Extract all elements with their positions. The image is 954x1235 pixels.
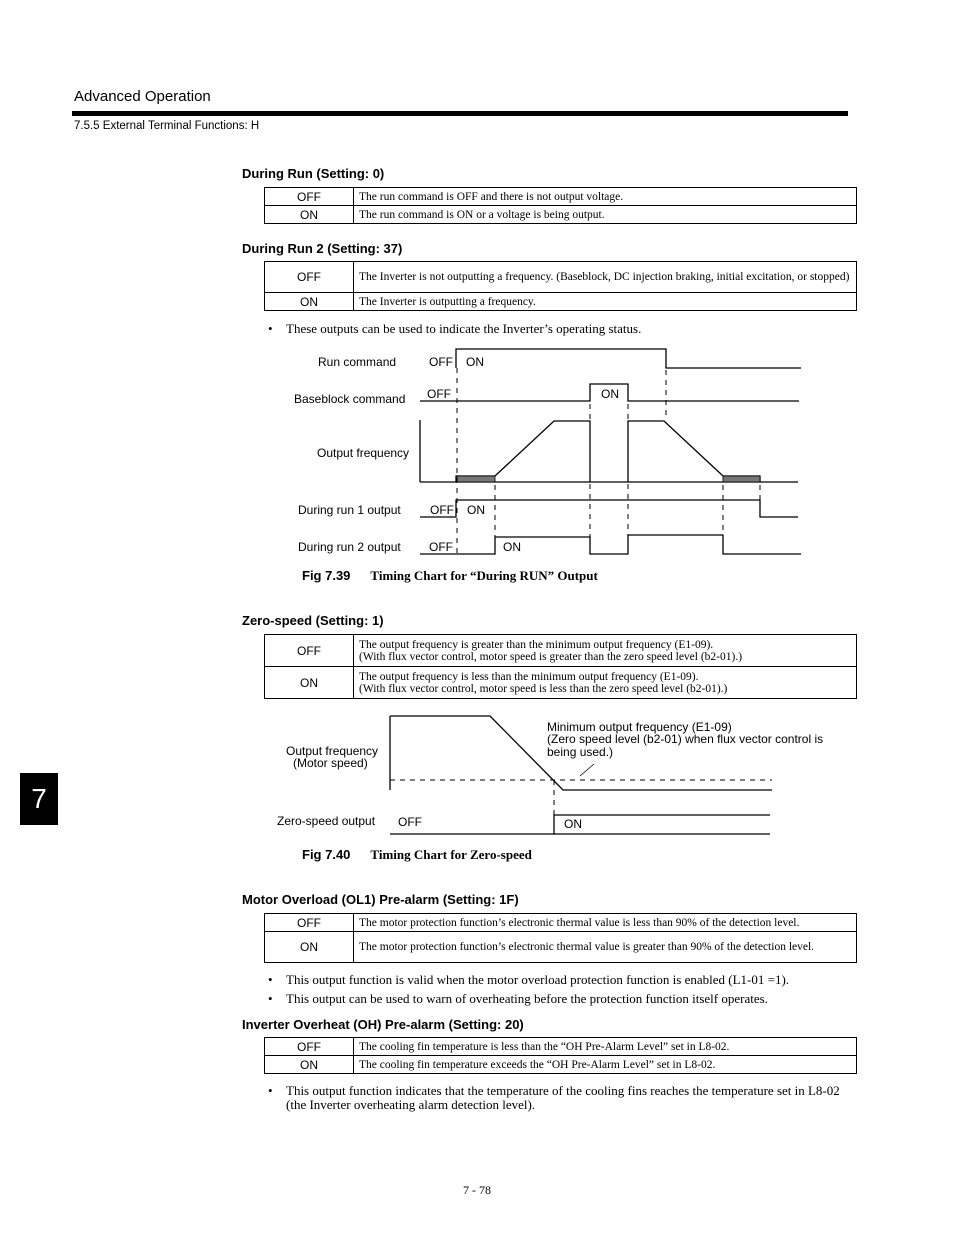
frequency-waveform-1 xyxy=(456,421,590,482)
run-command-signal xyxy=(456,349,801,368)
annotation-line-3: being used.) xyxy=(547,745,614,759)
label-output-frequency: Output frequency xyxy=(317,446,410,460)
state-cell: OFF xyxy=(265,1038,354,1056)
chapter-tab: 7 xyxy=(20,773,58,825)
desc-cell: The output frequency is greater than the minimum output frequency (E1-09). (With flux vector control, motor speed is greater than the zero speed level (b2-01).) xyxy=(354,635,857,667)
bullet-item: • These outputs can be used to indicate the Inverter’s operating status. xyxy=(268,321,642,336)
page-number: 7 - 78 xyxy=(463,1183,491,1197)
bullet-item: • This output function is valid when the motor overload protection function is enabled (L1-01 =1). xyxy=(268,972,790,987)
table-inverter-overheat xyxy=(264,1037,857,1074)
heading-during-run-2: During Run 2 (Setting: 37) xyxy=(242,241,403,256)
desc-cell: The cooling fin temperature is less than the “OH Pre-Alarm Level” set in L8-02. xyxy=(354,1038,857,1056)
table-row xyxy=(265,667,857,699)
label-off: OFF xyxy=(429,355,453,369)
state-cell: OFF xyxy=(265,262,354,293)
label-on: ON xyxy=(503,540,521,554)
label-output-frequency: Output frequency xyxy=(286,744,379,758)
label-run1: During run 1 output xyxy=(298,503,401,517)
desc-cell: The motor protection function’s electronic thermal value is less than 90% of the detection level. xyxy=(354,914,857,932)
desc-cell: The Inverter is outputting a frequency. xyxy=(354,293,857,311)
state-cell: OFF xyxy=(265,188,354,206)
state-cell: ON xyxy=(265,932,354,963)
figure-caption xyxy=(302,568,598,584)
label-on: ON xyxy=(564,817,582,831)
state-cell: OFF xyxy=(265,635,354,667)
desc-cell: The cooling fin temperature exceeds the “OH Pre-Alarm Level” set in L8-02. xyxy=(354,1056,857,1074)
dc-injection-block xyxy=(723,476,760,482)
heading-motor-overload: Motor Overload (OL1) Pre-alarm (Setting: 1F) xyxy=(242,892,519,907)
bullet-item: • This output function indicates that the temperature of the cooling fins reaches the temperature set in L8-02 (the Inverter overheating alarm detection level). xyxy=(268,1083,840,1112)
annotation-line-2: (Zero speed level (b2-01) when flux vector control is xyxy=(547,732,824,746)
state-cell: ON xyxy=(265,667,354,699)
label-run2: During run 2 output xyxy=(298,540,401,554)
label-run-command: Run command xyxy=(318,355,397,369)
table-zero-speed xyxy=(264,634,857,699)
dc-injection-block xyxy=(457,476,495,482)
label-off: OFF xyxy=(430,503,454,517)
run2-signal xyxy=(420,535,801,554)
label-on: ON xyxy=(601,387,619,401)
figure-title: Timing Chart for “During RUN” Output xyxy=(370,568,598,583)
desc-cell: The output frequency is less than the minimum output frequency (E1-09). (With flux vector control, motor speed is less than the zero speed level (b2-01).) xyxy=(354,667,857,699)
label-off: OFF xyxy=(398,815,422,829)
heading-during-run: During Run (Setting: 0) xyxy=(242,166,385,181)
figure-number: Fig 7.39 xyxy=(302,568,351,583)
annotation-pointer xyxy=(580,764,594,776)
desc-cell: The motor protection function’s electronic thermal value is greater than 90% of the detection level. xyxy=(354,932,857,963)
label-baseblock: Baseblock command xyxy=(294,392,406,406)
heading-zero-speed: Zero-speed (Setting: 1) xyxy=(242,613,384,628)
table-row xyxy=(265,635,857,667)
table-row xyxy=(265,914,857,932)
table-motor-overload xyxy=(264,913,857,963)
timing-chart-zero-speed xyxy=(0,700,954,850)
annotation-line-1: Minimum output frequency (E1-09) xyxy=(547,720,732,734)
timing-chart-during-run xyxy=(0,0,954,600)
table-row xyxy=(265,932,857,963)
desc-cell: The run command is ON or a voltage is being output. xyxy=(354,206,857,224)
label-motor-speed: (Motor speed) xyxy=(293,756,368,770)
heading-inverter-overheat: Inverter Overheat (OH) Pre-alarm (Setting: 20) xyxy=(242,1017,524,1032)
frequency-waveform-2 xyxy=(628,421,760,482)
state-cell: ON xyxy=(265,293,354,311)
label-off: OFF xyxy=(429,540,453,554)
label-on: ON xyxy=(466,355,484,369)
desc-cell: The run command is OFF and there is not output voltage. xyxy=(354,188,857,206)
state-cell: ON xyxy=(265,1056,354,1074)
section-title: Advanced Operation xyxy=(74,88,211,105)
label-zero-speed-output: Zero-speed output xyxy=(277,814,376,828)
table-row xyxy=(265,1056,857,1074)
state-cell: ON xyxy=(265,206,354,224)
bullet-item: • This output can be used to warn of overheating before the protection function itself operates. xyxy=(268,991,768,1006)
table-row xyxy=(265,1038,857,1056)
subsection-title: 7.5.5 External Terminal Functions: H xyxy=(74,120,260,132)
label-off: OFF xyxy=(427,387,451,401)
desc-cell: The Inverter is not outputting a frequency. (Baseblock, DC injection braking, initial excitation, or stopped) xyxy=(354,262,857,293)
figure-number: Fig 7.40 xyxy=(302,847,351,862)
state-cell: OFF xyxy=(265,914,354,932)
label-on: ON xyxy=(467,503,485,517)
figure-title: Timing Chart for Zero-speed xyxy=(370,847,532,862)
figure-caption xyxy=(302,847,532,863)
